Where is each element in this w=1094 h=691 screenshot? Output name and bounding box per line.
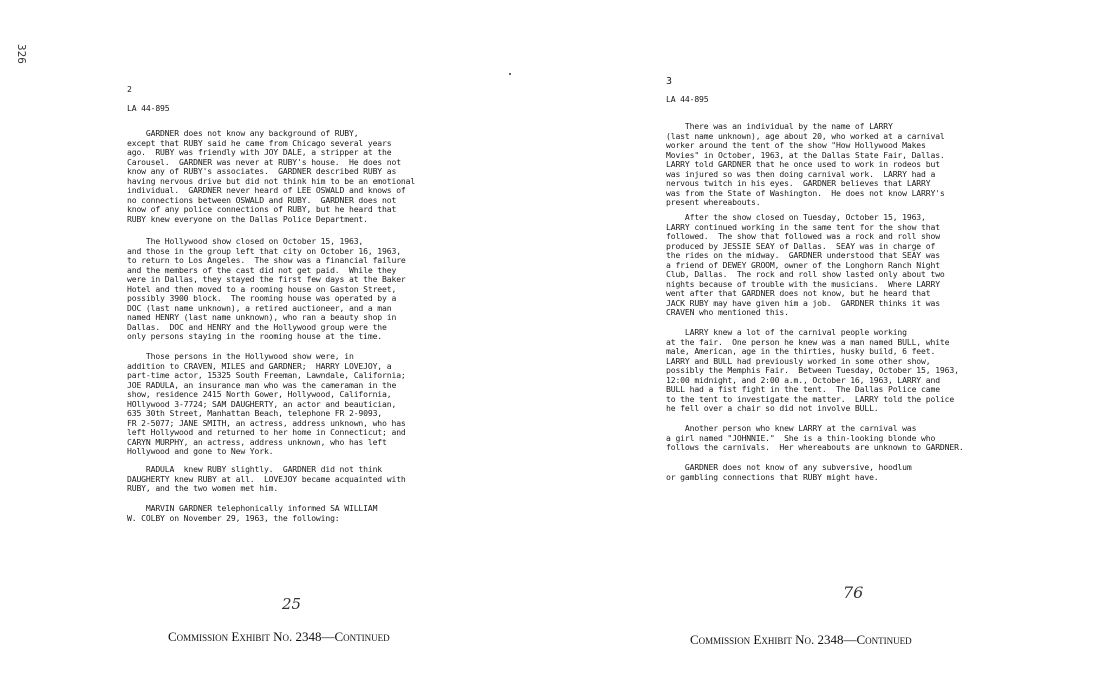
exhibit-footer: Commission Exhibit No. 2348—Continued [168, 629, 390, 644]
paragraph [127, 504, 377, 523]
text-line: DOC (last name unknown), a retired auctioneer, and a man [127, 302, 392, 313]
text-line: named HENRY (last name unknown), who ran a beauty shop in [127, 312, 397, 322]
right-page [545, 0, 1094, 691]
text-line: were in Dallas, they stayed the first few days at the Baker [127, 274, 406, 284]
exhibit-footer: Commission Exhibit No. 2348—Continued [690, 632, 912, 647]
text-line: LARRY continued working in the same tent for the show that [666, 221, 940, 232]
text-line: DAUGHERTY knew RUBY at all. LOVEJOY became acquainted with [127, 473, 406, 484]
file-number: LA 44-895 [127, 103, 170, 113]
paragraph [127, 465, 406, 494]
text-line: Movies" in October, 1963, at the Dallas State Fair, Dallas. [666, 149, 945, 160]
text-line: The Hollywood show closed on October 15, 1963, [127, 236, 364, 246]
text-line: LARRY knew a lot of the carnival people working [666, 327, 907, 337]
text-line: he fell over a chair so did not involve BULL. [666, 403, 879, 413]
text-line: There was an individual by the name of LARRY [666, 121, 893, 131]
text-line: (last name unknown), age about 20, who worked at a carnival [666, 130, 945, 141]
text-line: W. COLBY on November 29, 1963, the following: [127, 512, 340, 523]
text-line: Club, Dallas. The rock and roll show lasted only about two [666, 269, 945, 279]
text-line: male, American, age in the thirties, husky build, 6 feet. [666, 346, 936, 356]
text-line: Those persons in the Hollywood show were, in [127, 351, 354, 361]
file-number: LA 44-895 [666, 94, 709, 104]
text-line: part-time actor, 15325 South Freeman, Lawndale, California; [127, 370, 406, 380]
text-line: present whereabouts. [666, 197, 761, 207]
text-line: know any of RUBY's associates. GARDNER described RUBY as [127, 166, 397, 176]
text-line: CRAVEN who mentioned this. [666, 307, 789, 317]
paragraph [127, 237, 406, 342]
scan-speck [509, 73, 511, 75]
text-line: HOllywood 3-7724; SAM DAUGHERTY, an actor and beautician, [127, 398, 397, 409]
text-line: Hollywood and gone to New York. [127, 446, 274, 456]
text-line: LARRY and BULL had previously worked in some other show, [666, 355, 931, 366]
text-line: Another person who knew LARRY at the carnival was [666, 423, 917, 433]
text-line: 12:00 midnight, and 2:00 a.m., October 16, 1963, LARRY and [666, 374, 940, 385]
paragraph [666, 463, 912, 482]
text-line: JACK RUBY may have given him a job. GARDNER thinks it was [666, 297, 940, 308]
text-line: to return to Los Angeles. The show was a financial failure [127, 255, 406, 265]
text-line: BULL had a fist fight in the tent. The Dallas Police came [666, 384, 940, 394]
text-line: nervous twitch in his eyes. GARDNER believes that LARRY [666, 178, 931, 188]
text-line: no connections between OSWALD and RUBY. GARDNER does not [127, 194, 397, 205]
text-line: RUBY, and the two women met him. [127, 483, 279, 493]
paragraph [666, 122, 945, 208]
text-line: a girl named "JOHNNIE." She is a thin-looking blonde who [666, 432, 936, 443]
text-line: possibly the Memphis Fair. Between Tuesday, October 15, 1963, [666, 365, 959, 375]
handwritten-page-number: 25 [282, 595, 302, 613]
paragraph [127, 352, 406, 457]
text-line: possibly 3900 block. The rooming house was operated by a [127, 293, 397, 303]
paragraph [666, 424, 964, 453]
text-line: was from the State of Washington. He does not know LARRY's [666, 187, 945, 198]
text-line: CARYN MURPHY, an actress, address unknown, who has left [127, 436, 387, 447]
text-line: individual. GARDNER never heard of LEE OSWALD and knows of [127, 185, 406, 195]
paragraph [666, 328, 959, 414]
text-line: 635 30th Street, Manhattan Beach, telephone FR 2-9093, [127, 408, 383, 418]
text-line: FR 2-5077; JANE SMITH, an actress, address unknown, who has [127, 417, 406, 428]
text-line: Carousel. GARDNER was never at RUBY's house. He does not [127, 156, 401, 167]
volume-page-number: 326 [15, 44, 28, 64]
text-line: and those in the group left that city on October 16, 1963, [127, 245, 401, 256]
text-line: produced by JESSIE SEAY of Dallas. SEAY was in charge of [666, 240, 936, 251]
paragraph [666, 213, 945, 318]
text-line: the rides on the midway. GARDNER understood that SEAY was [666, 250, 940, 260]
text-line: RUBY knew everyone on the Dallas Police Department. [127, 213, 368, 224]
text-line: JOE RADULA, an insurance man who was the cameraman in the [127, 379, 397, 390]
page-number: 3 [666, 76, 672, 87]
left-page [0, 0, 545, 691]
text-line: at the fair. One person he knew was a man named BULL, white [666, 336, 950, 347]
text-line: having nervous drive but did not think him to be an emotional [127, 175, 416, 186]
text-line: Hotel and then moved to a rooming house on Gaston Street, [127, 283, 397, 294]
text-line: RADULA knew RUBY slightly. GARDNER did not think [127, 464, 383, 474]
text-line: a friend of DEWEY GROOM, owner of the Longhorn Ranch Night [666, 259, 940, 270]
text-line: nights because of trouble with the musicians. Where LARRY [666, 278, 940, 289]
text-line: MARVIN GARDNER telephonically informed SA WILLIAM [127, 503, 378, 513]
text-line: follows the carnivals. Her whereabouts are unknown to GARDNER. [666, 442, 964, 452]
text-line: know of any police connections of RUBY, but he heard that [127, 204, 397, 214]
text-line: GARDNER does not know of any subversive, hoodlum [666, 462, 912, 472]
text-line: GARDNER does not know any background of RUBY, [127, 128, 359, 138]
text-line: LARRY told GARDNER that he once used to work in rodeos but [666, 159, 940, 169]
text-line: left Hollywood and returned to her home in Connecticut; and [127, 427, 406, 437]
text-line: After the show closed on Tuesday, October 15, 1963, [666, 212, 926, 222]
text-line: went after that GARDNER does not know, but he heard that [666, 288, 931, 298]
text-line: show, residence 2415 North Gower, Hollywood, California, [127, 389, 392, 399]
page-number: 2 [127, 84, 132, 94]
handwritten-page-number: 76 [843, 583, 864, 602]
text-line: or gambling connections that RUBY might have. [666, 471, 879, 482]
text-line: followed. The show that followed was a rock and roll show [666, 231, 940, 241]
text-line: Dallas. DOC and HENRY and the Hollywood group were the [127, 321, 387, 332]
text-line: to the tent to investigate the matter. LARRY told the police [666, 393, 955, 404]
text-line: was injured so was then doing carnival work. LARRY had a [666, 168, 936, 179]
text-line: only persons staying in the rooming house at the time. [127, 331, 383, 341]
text-line: and the members of the cast did not get paid. While they [127, 264, 397, 275]
paragraph [127, 129, 415, 224]
text-line: worker around the tent of the show "How Hollywood Makes [666, 140, 926, 150]
text-line: ago. RUBY was friendly with JOY DALE, a stripper at the [127, 147, 392, 157]
text-line: except that RUBY said he came from Chicago several years [127, 137, 392, 148]
text-line: addition to CRAVEN, MILES and GARDNER; HARRY LOVEJOY, a [127, 360, 392, 371]
